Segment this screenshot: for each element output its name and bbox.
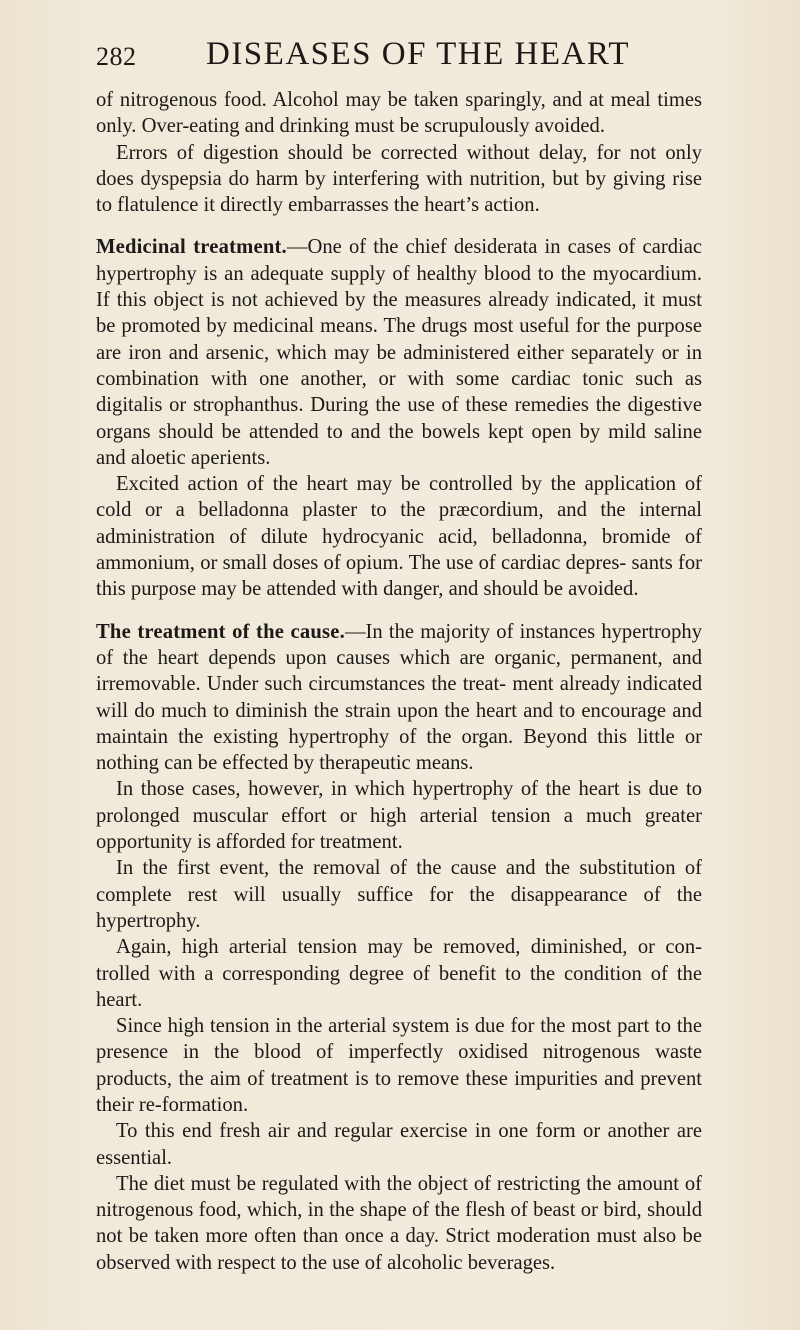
paragraph-text: The diet must be regulated with the object of restricting the amount of nitrogenous food, which, in the shape of the flesh of beast or bird, should not be taken more often than once a day. Strict moderation must also be observed with respect to the use of alcoholic beverages. bbox=[96, 1172, 702, 1274]
paragraph-text: To this end fresh air and regular exercise in one form or another are essential. bbox=[96, 1120, 702, 1169]
paragraph-text: of nitrogenous food. Alcohol may be taken sparingly, and at meal times only. Over-eating and drinking must be scrupulously avoided. bbox=[96, 89, 702, 138]
paragraph-treatment-of-cause bbox=[96, 619, 702, 777]
paragraph-text: Since high tension in the arterial system is due for the most part to the presence in the blood of imperfectly oxidised nitrogenous waste products, the aim of treatment is to remove these impurities and prevent their re-formation. bbox=[96, 1015, 702, 1116]
section-heading-treatment-of-cause: The treatment of the cause. bbox=[96, 620, 345, 643]
paragraph-text: —One of the chief desiderata in cases of cardiac hypertrophy is an adequate supply of healthy blood to the myocardium. If this object is not achieved by the measures already indicated, it must be promoted by medicinal means. The drugs most useful for the purpose are iron and arsenic, which may be administered either separately or in combination with one another, or with some cardiac tonic such as digitalis or strophanthus. During the use of these remedies the digestive organs should be attended to and the bowels kept open by mild saline and aloetic aperients. bbox=[96, 236, 702, 469]
paragraph-those-cases bbox=[96, 776, 702, 855]
paragraph-arterial-tension bbox=[96, 934, 702, 1013]
running-title: DISEASES OF THE HEART bbox=[205, 36, 631, 72]
section-heading-medicinal-treatment: Medicinal treatment. bbox=[96, 236, 287, 259]
paragraph-text: In those cases, however, in which hypertrophy of the heart is due to prolonged muscular effort or high arterial tension a much greater opportunity is afforded for treatment. bbox=[96, 778, 702, 854]
paragraph-text: Again, high arterial tension may be removed, diminished, or con- trolled with a corresponding degree of benefit to the condition of the heart. bbox=[96, 936, 702, 1011]
paragraph-continuation bbox=[96, 87, 702, 140]
paragraph-medicinal-treatment bbox=[96, 234, 702, 471]
paragraph-text: In the first event, the removal of the cause and the substitution of complete rest will usually suffice for the disappearance of the hypertrophy. bbox=[96, 857, 702, 932]
paragraph-first-event bbox=[96, 855, 702, 934]
paragraph-text: —In the majority of instances hypertrophy of the heart depends upon causes which are organic, permanent, and irremovable. Under such circumstances the treat- ment already indicated will do much to diminish the strain upon the heart and to encourage and maintain the existing hypertrophy of the organ. Beyond this little or nothing can be effected by therapeutic means. bbox=[96, 620, 702, 775]
page-header bbox=[96, 36, 702, 76]
paragraph-diet bbox=[96, 1171, 702, 1276]
paragraph-text: Excited action of the heart may be controlled by the application of cold or a belladonna plaster to the præcordium, and the internal administration of dilute hydrocyanic acid, belladonna, bromide of ammonium, or small doses of opium. The use of cardiac depres- sants for this purpose may be attended with danger, and should be avoided. bbox=[96, 473, 702, 601]
page-number: 282 bbox=[96, 42, 137, 71]
paragraph-digestion bbox=[96, 140, 702, 219]
paragraph-excited-action bbox=[96, 471, 702, 602]
paragraph-high-tension bbox=[96, 1013, 702, 1118]
body-text bbox=[96, 87, 702, 1276]
paragraph-fresh-air bbox=[96, 1118, 702, 1171]
paragraph-text: Errors of digestion should be corrected without delay, for not only does dyspepsia do harm by interfering with nutrition, but by giving rise to flatulence it directly embarrasses the heart’s action. bbox=[96, 141, 702, 217]
